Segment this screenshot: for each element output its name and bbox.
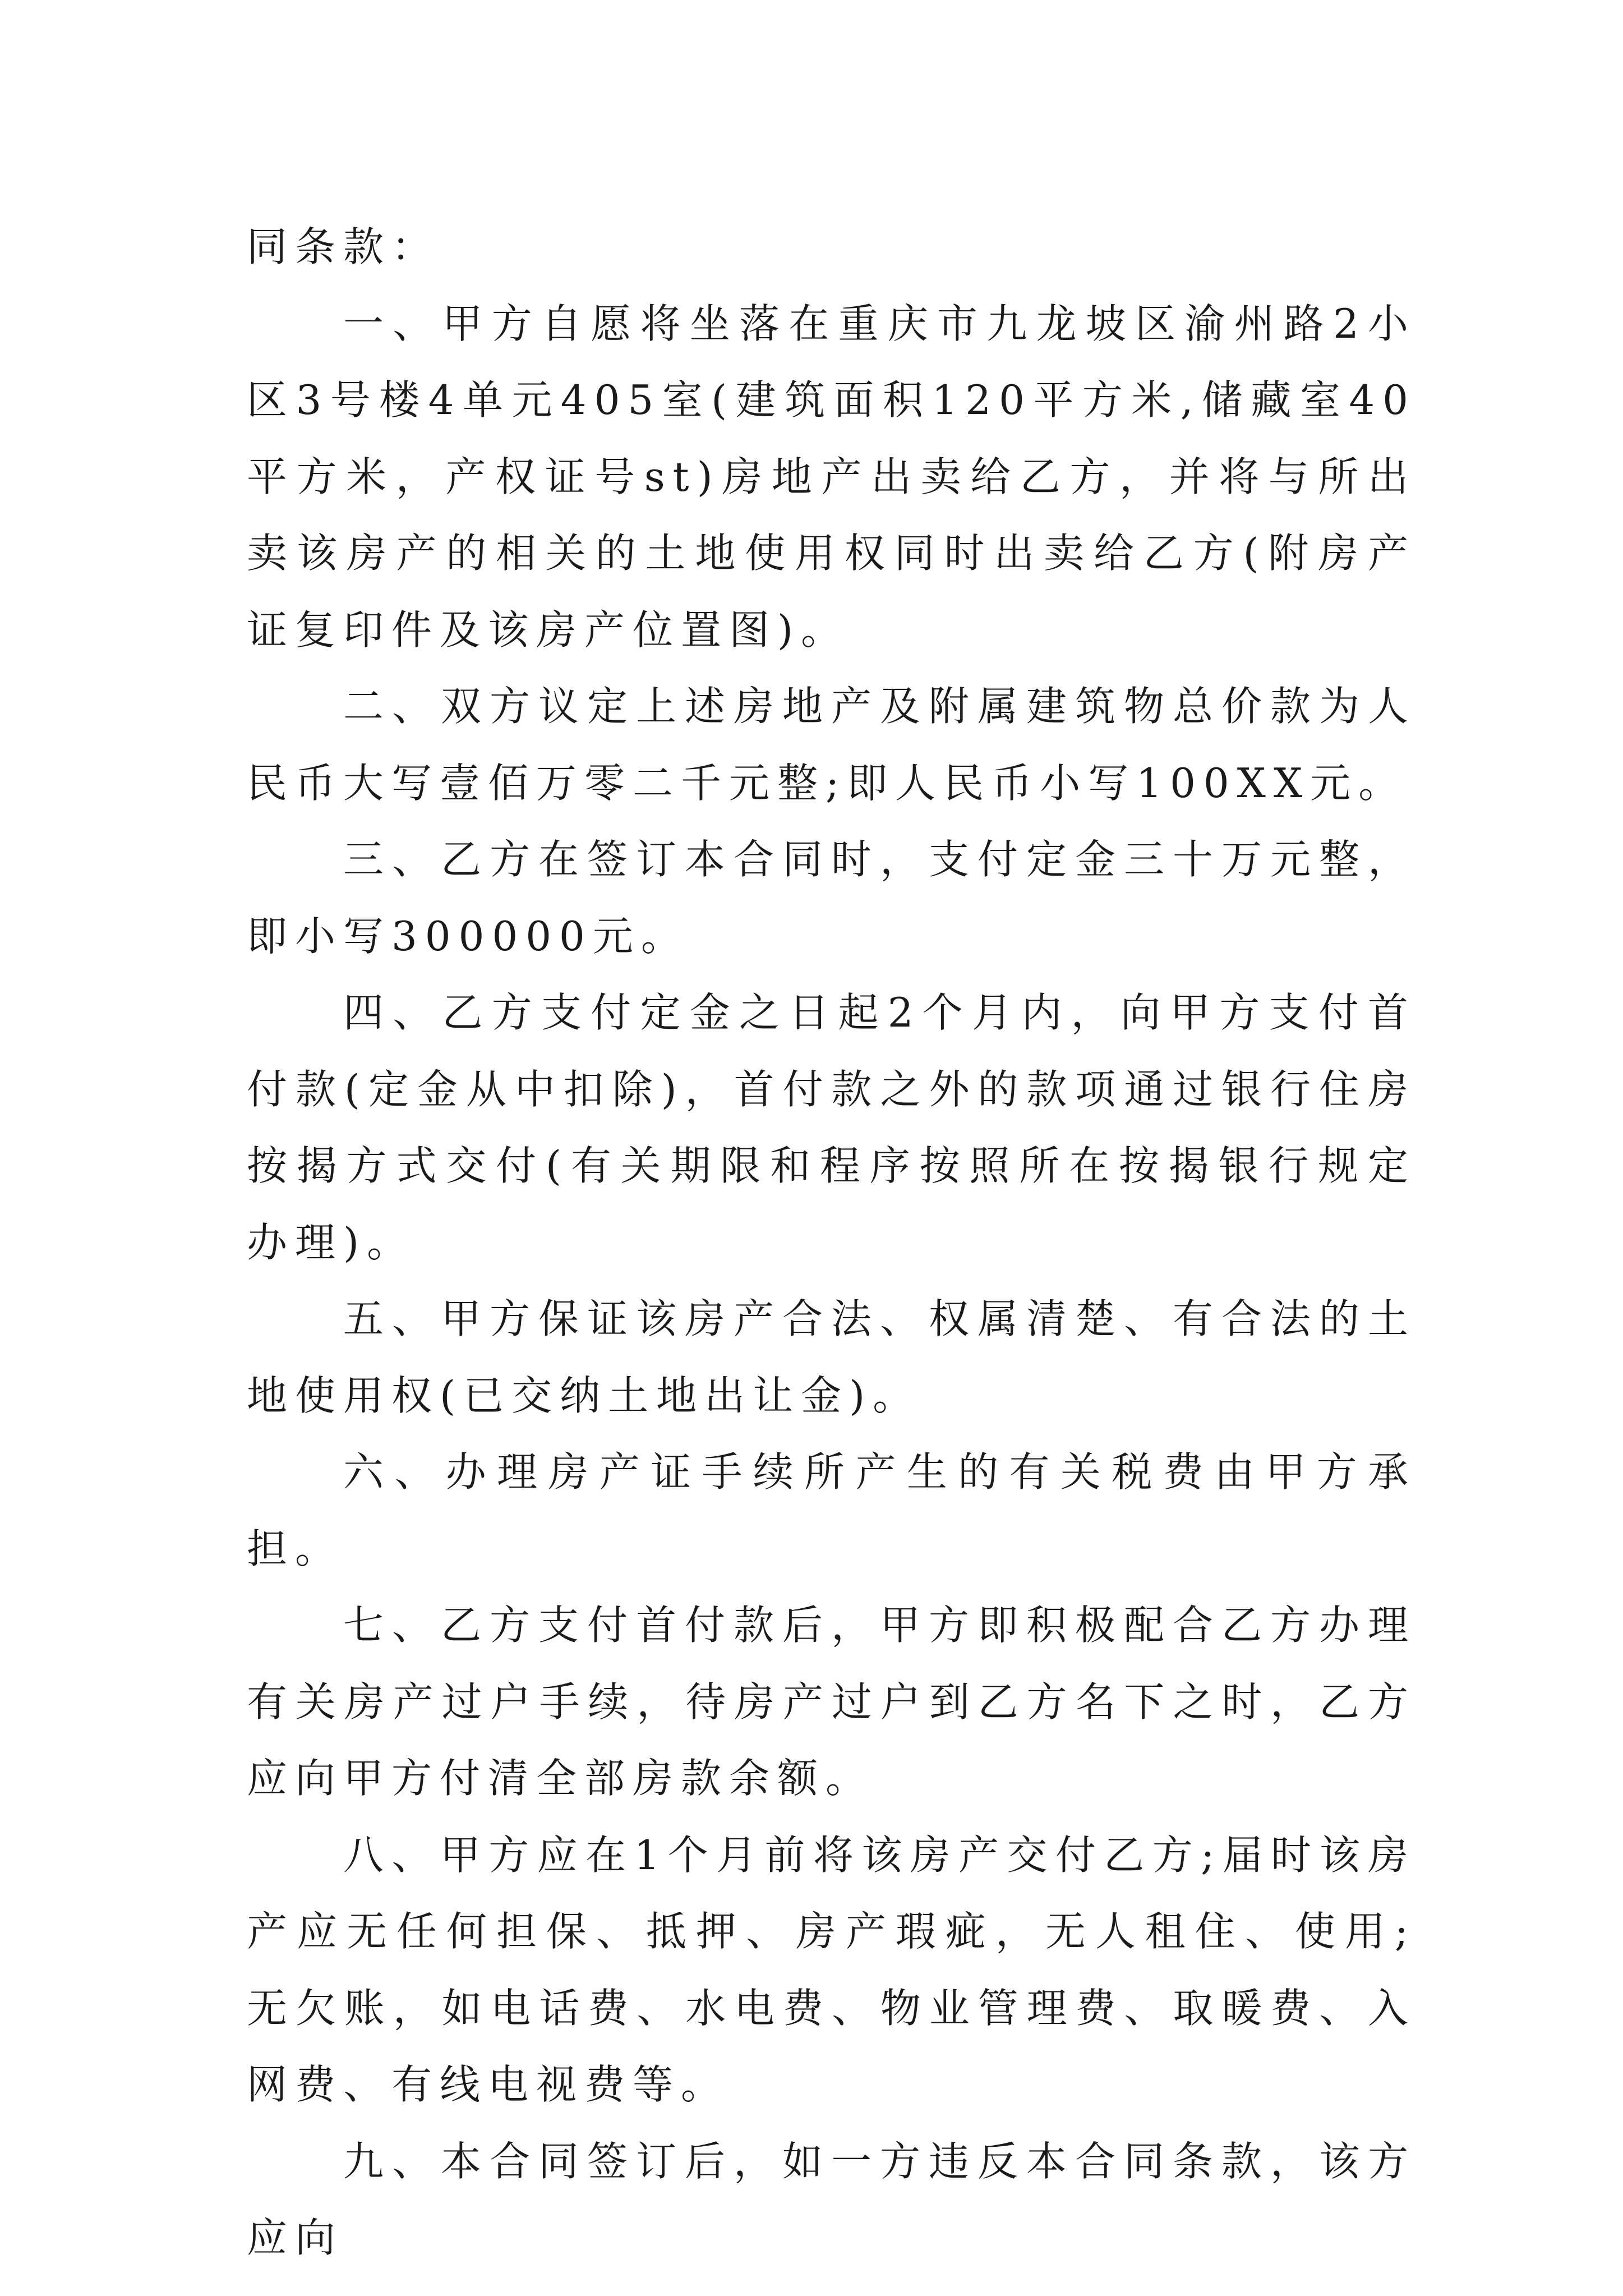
contract-body <box>247 209 1416 2276</box>
clause-3: 三、乙方在签订本合同时，支付定金三十万元整，即小写300000元。 <box>247 836 1416 960</box>
clause-7: 七、乙方支付首付款后，甲方即积极配合乙方办理有关房产过户手续，待房产过户到乙方名下之时，乙方应向甲方付清全部房款余额。 <box>247 1602 1416 1802</box>
clause-2: 二、双方议定上述房地产及附属建筑物总价款为人民币大写壹佰万零二千元整;即人民币小写100XX元。 <box>247 683 1416 807</box>
clause-6: 六、办理房产证手续所产生的有关税费由甲方承担。 <box>247 1448 1416 1572</box>
clause-4: 四、乙方支付定金之日起2个月内，向甲方支付首付款(定金从中扣除)，首付款之外的款项通过银行住房按揭方式交付(有关期限和程序按照所在按揭银行规定办理)。 <box>247 989 1416 1266</box>
clause-5: 五、甲方保证该房产合法、权属清楚、有合法的土地使用权(已交纳土地出让金)。 <box>247 1295 1416 1419</box>
clause-9: 九、本合同签订后，如一方违反本合同条款，该方应向 <box>247 2137 1416 2261</box>
clause-8: 八、甲方应在1个月前将该房产交付乙方;届时该房产应无任何担保、抵押、房产瑕疵，无人租住、使用;无欠账，如电话费、水电费、物业管理费、取暖费、入网费、有线电视费等。 <box>247 1831 1416 2108</box>
intro-line: 同条款： <box>247 223 440 270</box>
clause-1: 一、甲方自愿将坐落在重庆市九龙坡区渝州路2小区3号楼4单元405室(建筑面积120平方米,储藏室40平方米，产权证号st)房地产出卖给乙方，并将与所出卖该房产的相关的土地使用权同时出卖给乙方(附房产证复印件及该房产位置图)。 <box>247 300 1416 654</box>
